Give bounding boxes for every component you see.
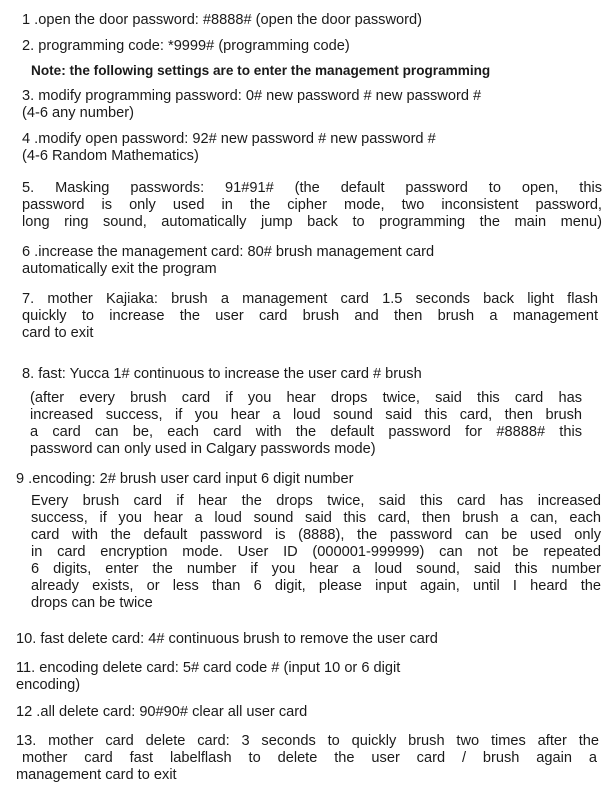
item-13-line-2: mother card fast labelflash to delete the user card / brush again a	[22, 750, 597, 766]
item-5-line-1: 5. Masking passwords: 91#91# (the default password to open, this	[22, 180, 602, 196]
item-8-line-2: (after every brush card if you hear drops twice, said this card has	[30, 390, 582, 406]
item-4-line-1: 4 .modify open password: 92# new password # new password #	[22, 131, 436, 147]
item-9-line-5: in card encryption mode. User ID (000001-999999) can not be repeated	[31, 544, 601, 560]
item-3-line-1: 3. modify programming password: 0# new password # new password #	[22, 88, 482, 104]
item-9-line-7: already exists, or less than 6 digit, please input again, until I heard the	[31, 578, 601, 594]
item-8-line-3: increased success, if you hear a loud sound said this card, then brush	[30, 407, 582, 423]
item-7-line-2: quickly to increase the user card brush and then brush a management	[22, 308, 598, 324]
item-5-line-2: password is only used in the cipher mode, two inconsistent password,	[22, 197, 602, 213]
item-9-line-1: 9 .encoding: 2# brush user card input 6 digit number	[16, 471, 354, 487]
item-5-line-3: long ring sound, automatically jump back to programming the main menu)	[22, 214, 602, 230]
item-9-line-8: drops can be twice	[31, 595, 153, 611]
item-9-line-6: 6 digits, enter the number if you hear a loud sound, said this number	[31, 561, 601, 577]
item-13-line-3: management card to exit	[16, 767, 177, 783]
item-7-line-3: card to exit	[22, 325, 94, 341]
item-8-line-4: a card can be, each card with the default password for #8888# this	[30, 424, 582, 440]
item-12-line-1: 12 .all delete card: 90#90# clear all user card	[16, 704, 308, 720]
item-8-line-5: password can only used in Calgary passwords mode)	[30, 441, 376, 457]
item-2-line-1: 2. programming code: *9999# (programming code)	[22, 38, 350, 54]
item-11-line-2: encoding)	[16, 677, 81, 693]
item-1-line-1: 1 .open the door password: #8888# (open the door password)	[22, 12, 422, 28]
item-4-line-2: (4-6 Random Mathematics)	[22, 148, 199, 164]
item-9-line-2: Every brush card if hear the drops twice, said this card has increased	[31, 493, 601, 509]
item-6-line-1: 6 .increase the management card: 80# brush management card	[22, 244, 435, 260]
item-3-line-2: (4-6 any number)	[22, 105, 134, 121]
item-7-line-1: 7. mother Kajiaka: brush a management card 1.5 seconds back light flash	[22, 291, 598, 307]
item-9-line-4: card with the default password is (8888), the password can be used only	[31, 527, 601, 543]
item-6-line-2: automatically exit the program	[22, 261, 217, 277]
item-8-line-1: 8. fast: Yucca 1# continuous to increase the user card # brush	[22, 366, 422, 382]
item-13-line-1: 13. mother card delete card: 3 seconds to quickly brush two times after the	[16, 733, 599, 749]
note-line: Note: the following settings are to enter the management programming	[31, 63, 491, 78]
item-9-line-3: success, if you hear a loud sound said this card, then brush a can, each	[31, 510, 601, 526]
item-10-line-1: 10. fast delete card: 4# continuous brush to remove the user card	[16, 631, 438, 647]
item-11-line-1: 11. encoding delete card: 5# card code # (input 10 or 6 digit	[16, 660, 401, 676]
